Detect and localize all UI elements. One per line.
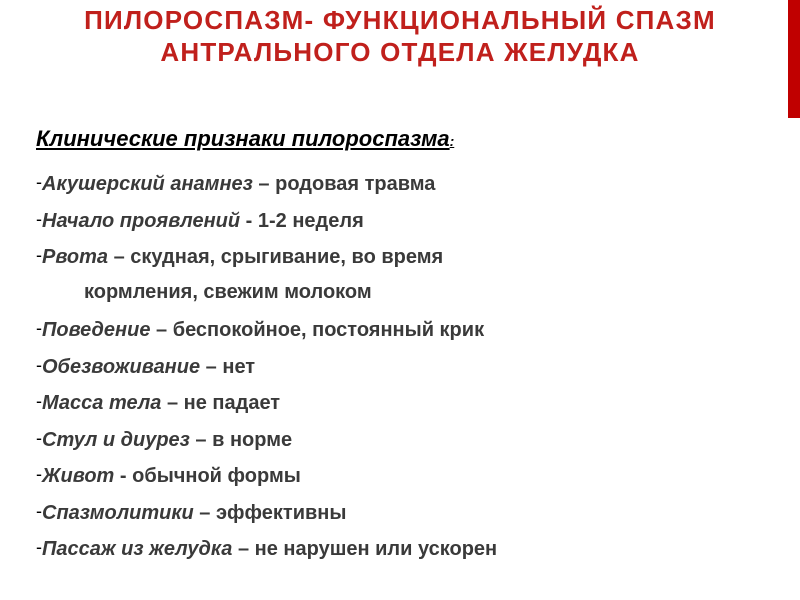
item-value: 1-2 неделя (257, 209, 364, 232)
list-item (36, 383, 756, 420)
bullet-dash: - (36, 245, 42, 265)
item-separator: - (240, 209, 258, 232)
item-term: Акушерский анамнез (42, 173, 253, 195)
list-item-continuation (36, 274, 756, 311)
item-value: эффективны (216, 501, 347, 524)
list-item (36, 529, 756, 566)
item-value: в норме (212, 428, 293, 451)
list-item (36, 237, 756, 274)
section-heading-colon: : (449, 133, 455, 149)
item-separator: – (200, 355, 223, 378)
bullet-dash: - (36, 172, 42, 192)
bullet-dash: - (36, 208, 42, 229)
symptom-list (36, 164, 756, 566)
item-term: Спазмолитики (42, 501, 194, 524)
slide-title-line-1: ПИЛОРОСПАЗМ- ФУНКЦИОНАЛЬНЫЙ СПАЗМ (84, 5, 716, 35)
bullet-dash: - (36, 464, 42, 484)
slide-title-line-2: АНТРАЛЬНОГО ОТДЕЛА ЖЕЛУДКА (160, 37, 640, 67)
item-value: не нарушен или ускорен (254, 538, 498, 560)
item-separator: – (161, 392, 184, 414)
item-separator: - (114, 465, 133, 487)
bullet-dash: - (36, 391, 42, 411)
item-term: Живот (42, 465, 115, 487)
item-separator: – (150, 319, 173, 341)
bullet-dash: - (36, 354, 42, 375)
item-value-continuation: кормления, свежим молоком (84, 280, 372, 303)
list-item (36, 201, 756, 238)
accent-bar (788, 0, 800, 118)
list-item (36, 164, 756, 201)
item-separator: – (193, 501, 216, 524)
item-value: беспокойное, постоянный крик (172, 319, 485, 341)
item-separator: – (232, 538, 255, 560)
list-item (36, 347, 756, 384)
list-item (36, 456, 756, 493)
list-item (36, 310, 756, 347)
bullet-dash: - (36, 427, 42, 448)
item-value: скудная, срыгивание, во время (130, 246, 444, 268)
slide-title (20, 4, 780, 68)
item-value: не падает (183, 392, 281, 414)
item-term: Пассаж из желудка (42, 538, 233, 560)
section-heading (36, 126, 454, 152)
list-item (36, 493, 756, 530)
item-term: Поведение (42, 319, 151, 341)
item-separator: – (252, 173, 276, 195)
item-term: Обезвоживание (42, 355, 201, 378)
item-value: нет (222, 355, 256, 378)
item-term: Рвота (42, 246, 109, 268)
bullet-dash: - (36, 537, 42, 557)
bullet-dash: - (36, 318, 42, 338)
section-heading-text: Клинические признаки пилороспазма (36, 126, 450, 151)
item-term: Масса тела (42, 392, 162, 414)
list-item (36, 420, 756, 457)
item-separator: – (108, 246, 131, 268)
item-separator: – (189, 428, 213, 451)
item-term: Начало проявлений (42, 209, 241, 232)
item-value: обычной формы (132, 465, 301, 487)
item-term: Стул и диурез (42, 428, 190, 451)
item-value: родовая травма (275, 173, 436, 195)
bullet-dash: - (36, 500, 42, 521)
